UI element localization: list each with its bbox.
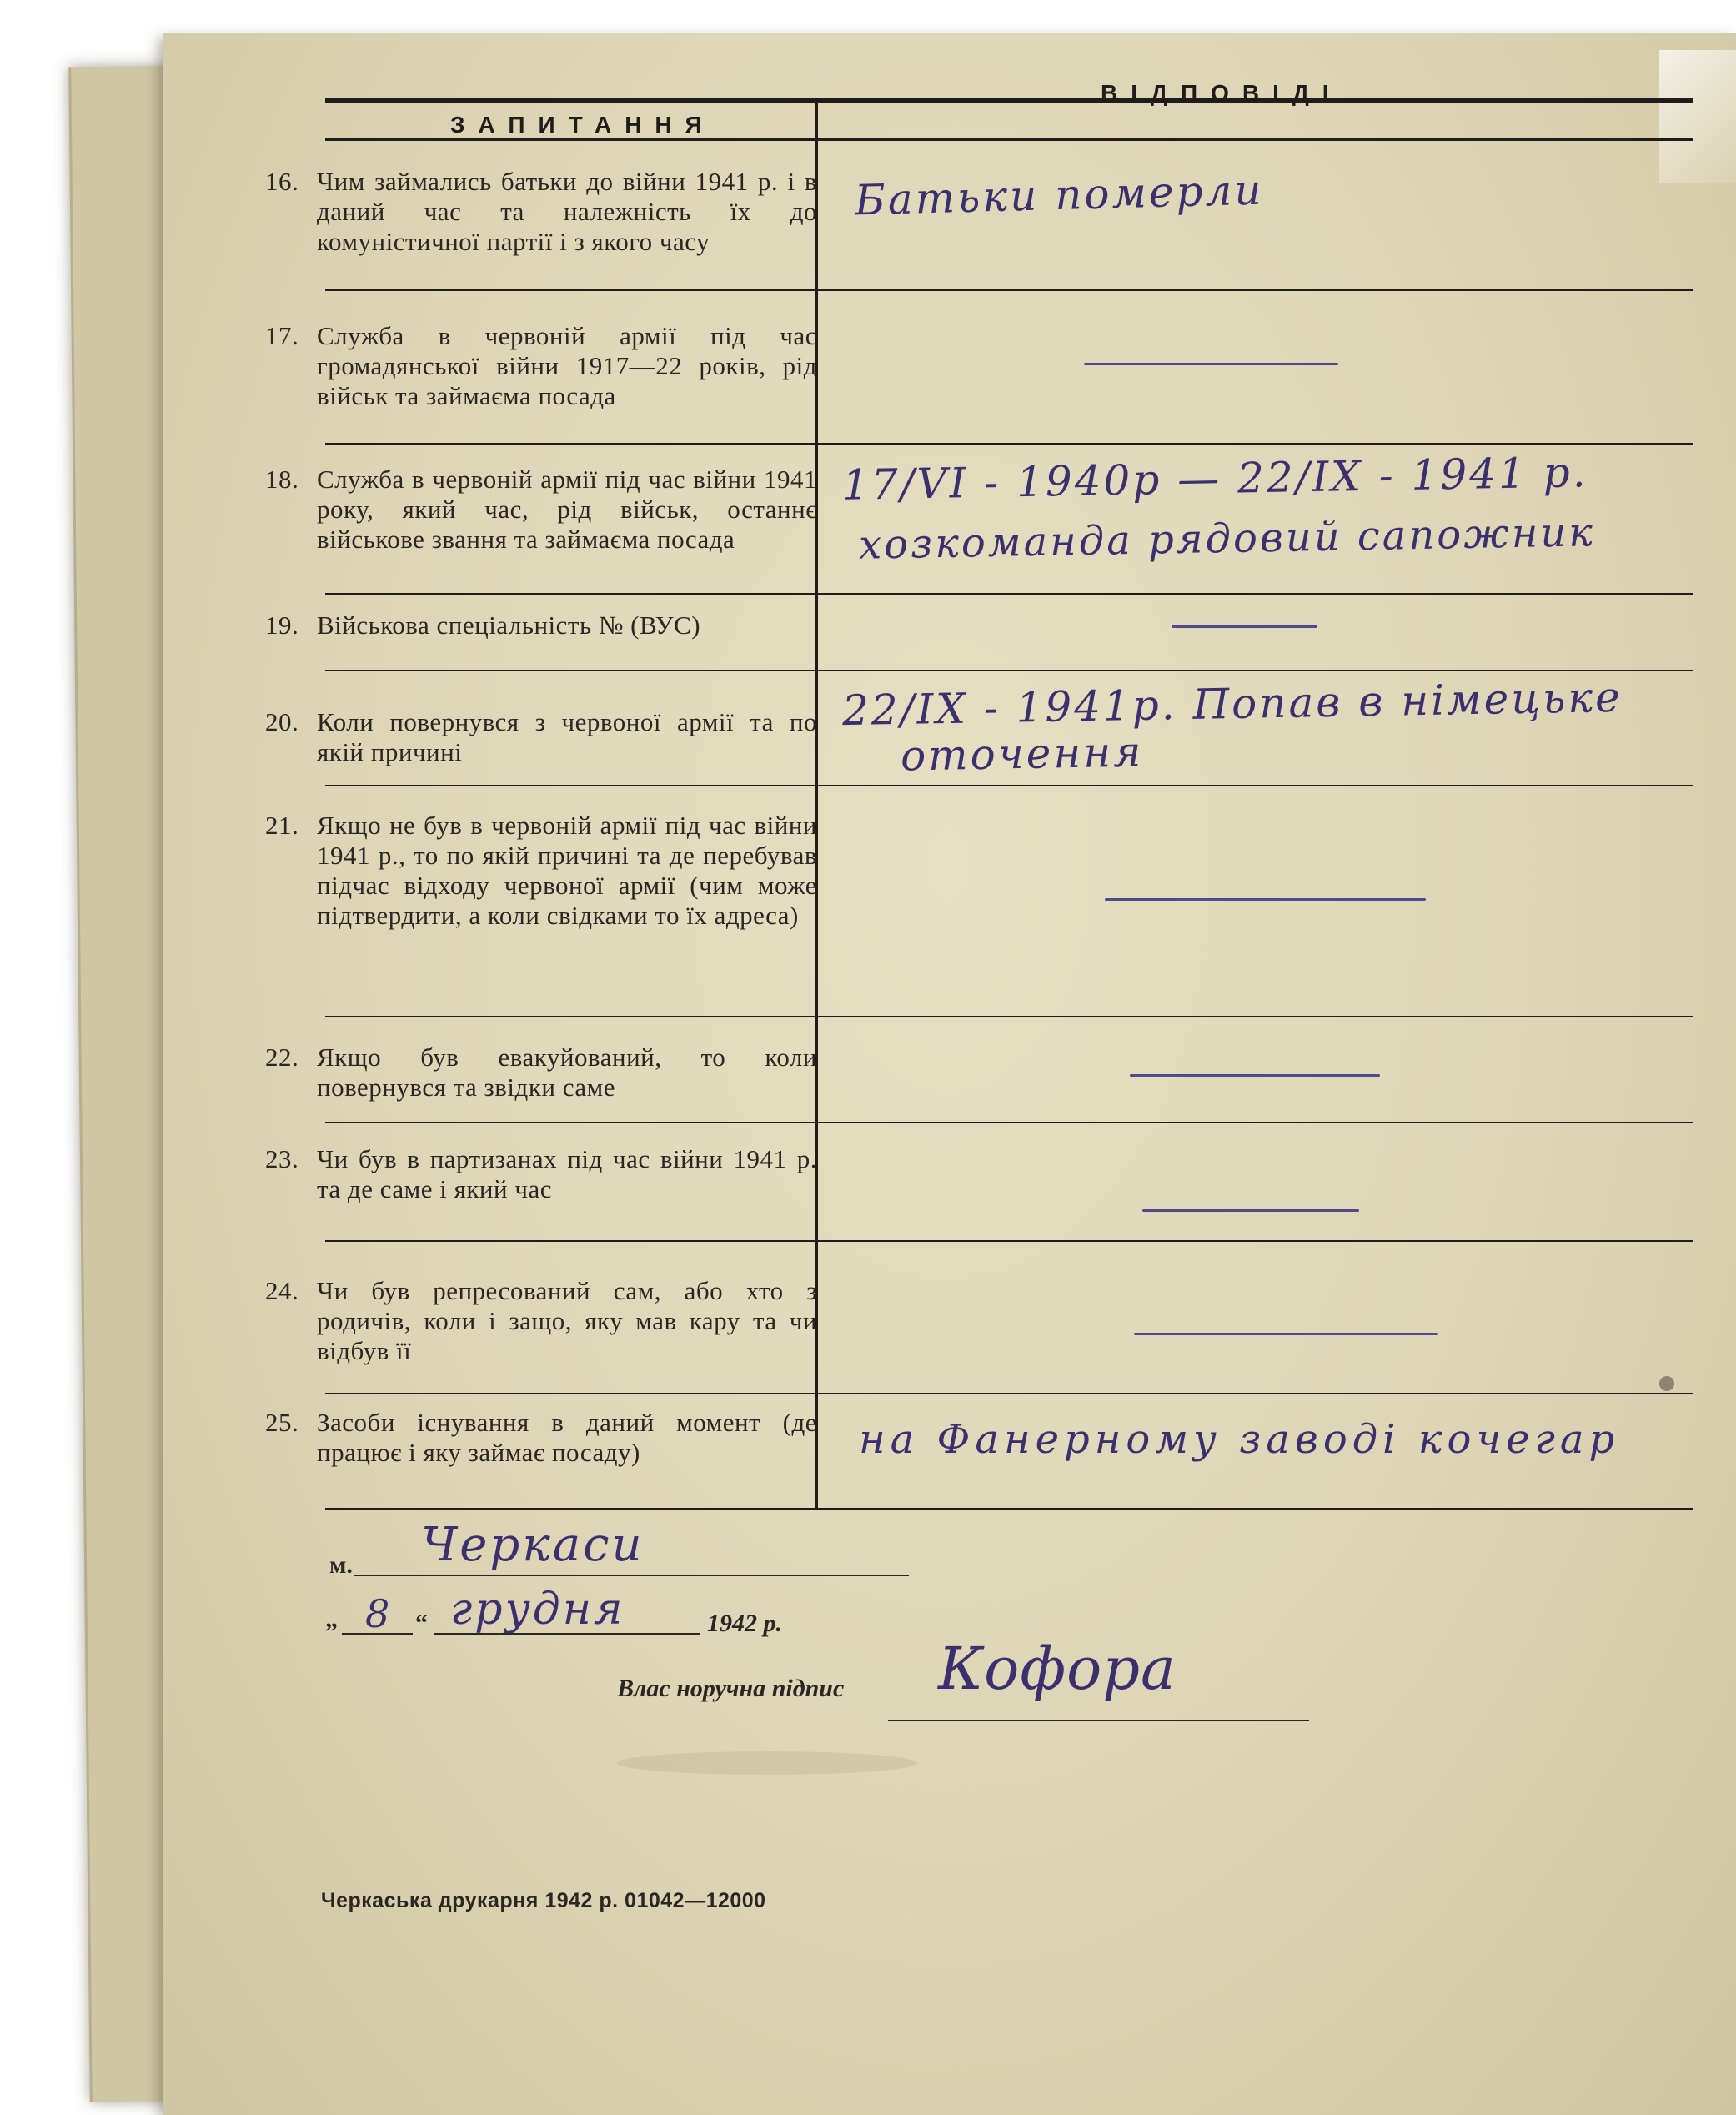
question-16 — [265, 167, 817, 257]
question-number: 25. — [265, 1408, 299, 1437]
question-22 — [265, 1042, 817, 1103]
row-rule-20 — [325, 785, 1693, 786]
date-open-quote: „ — [325, 1605, 338, 1633]
answer-18-line-1: 17/VI - 1940р — 22/IX - 1941 р. — [841, 448, 1589, 510]
question-text: Якщо не був в червоній армії під час війни 1941 р., то по якій причині та де перебував підчас відходу червоної армії (чим може підтвердити, а коли свідками то їх адреса) — [317, 811, 817, 930]
answer-23-dash — [1142, 1209, 1359, 1212]
question-text: Військова спеціальність № (ВУС) — [317, 610, 701, 640]
question-text: Якщо був евакуйований, то коли повернувся та звідки саме — [317, 1042, 817, 1102]
header-top-rule — [325, 98, 1693, 103]
answer-24-dash — [1134, 1333, 1438, 1335]
question-text: Служба в червоній армії під час війни 1941 року, який час, рід військ, останнє військове звання та займаєма посада — [317, 465, 817, 554]
answer-20-line-2: оточення — [900, 727, 1144, 781]
signature-line — [888, 1720, 1309, 1721]
question-24 — [265, 1276, 817, 1366]
header-bottom-rule — [325, 138, 1693, 141]
question-text: Служба в червоній армії під час громадянської війни 1917—22 років, рід військ та займаєма посада — [317, 321, 817, 410]
date-month: грудня — [450, 1585, 625, 1635]
question-number: 17. — [265, 321, 299, 350]
answer-19-dash — [1172, 625, 1317, 628]
city-prefix: м. — [329, 1551, 353, 1579]
answer-25: на Фанерному заводі кочегар — [859, 1416, 1620, 1463]
answer-17-dash — [1084, 363, 1338, 365]
question-number: 22. — [265, 1042, 299, 1072]
row-rule-19 — [325, 670, 1693, 671]
question-number: 16. — [265, 167, 299, 196]
answer-20-line-1: 22/IX - 1941р. Попав в німецьке — [841, 672, 1623, 736]
question-25 — [265, 1408, 817, 1468]
question-17 — [265, 321, 817, 411]
question-21 — [265, 811, 817, 931]
question-text: Чи був репресований сам, або хто з родичів, коли і защо, яку мав кару та чи відбув її — [317, 1276, 817, 1365]
row-rule-24 — [325, 1393, 1693, 1394]
row-rule-25 — [325, 1508, 1693, 1510]
stain-mark — [617, 1751, 917, 1775]
row-rule-16 — [325, 289, 1693, 291]
signature: Кофора — [938, 1635, 1177, 1703]
row-rule-22 — [325, 1122, 1693, 1123]
question-text: Чим займались батьки до війни 1941 р. і в даний час та належність їх до комуністичної партії і з якого часу — [317, 167, 817, 256]
question-number: 20. — [265, 707, 299, 736]
answer-22-dash — [1130, 1074, 1380, 1077]
date-day: 8 — [365, 1591, 393, 1636]
header-answers: ВІДПОВІДІ — [1101, 80, 1342, 106]
question-text: Чи був в партизанах під час війни 1941 р. та де саме і який час — [317, 1144, 817, 1203]
folded-corner — [1659, 50, 1736, 183]
row-rule-21 — [325, 1016, 1693, 1017]
city-line — [354, 1575, 909, 1576]
printer-imprint: Черкаська друкарня 1942 р. 01042—12000 — [321, 1889, 766, 1912]
stain-mark — [1659, 1376, 1674, 1391]
row-rule-17 — [325, 443, 1693, 445]
question-number: 19. — [265, 610, 299, 640]
answer-16: Батьки померли — [854, 165, 1265, 225]
row-rule-23 — [325, 1240, 1693, 1242]
date-close-quote: “ — [415, 1610, 428, 1637]
row-rule-18 — [325, 593, 1693, 595]
date-year: 1942 р. — [707, 1610, 782, 1637]
signature-label: Влас норучна підпис — [617, 1675, 845, 1702]
question-number: 18. — [265, 465, 299, 494]
question-23 — [265, 1144, 817, 1204]
header-questions: ЗАПИТАННЯ — [450, 112, 715, 138]
answer-18-line-2: хозкоманда рядовий сапожник — [858, 509, 1596, 569]
question-20 — [265, 707, 817, 767]
question-text: Коли повернувся з червоної армії та по якій причині — [317, 707, 817, 766]
question-19 — [265, 610, 817, 641]
question-number: 23. — [265, 1144, 299, 1173]
question-number: 21. — [265, 811, 299, 840]
city-value: Черкаси — [421, 1518, 645, 1572]
question-text: Засоби існування в даний момент (де працює і яку займає посаду) — [317, 1408, 817, 1467]
question-number: 24. — [265, 1276, 299, 1305]
question-18 — [265, 465, 817, 555]
answer-21-dash — [1105, 898, 1426, 901]
